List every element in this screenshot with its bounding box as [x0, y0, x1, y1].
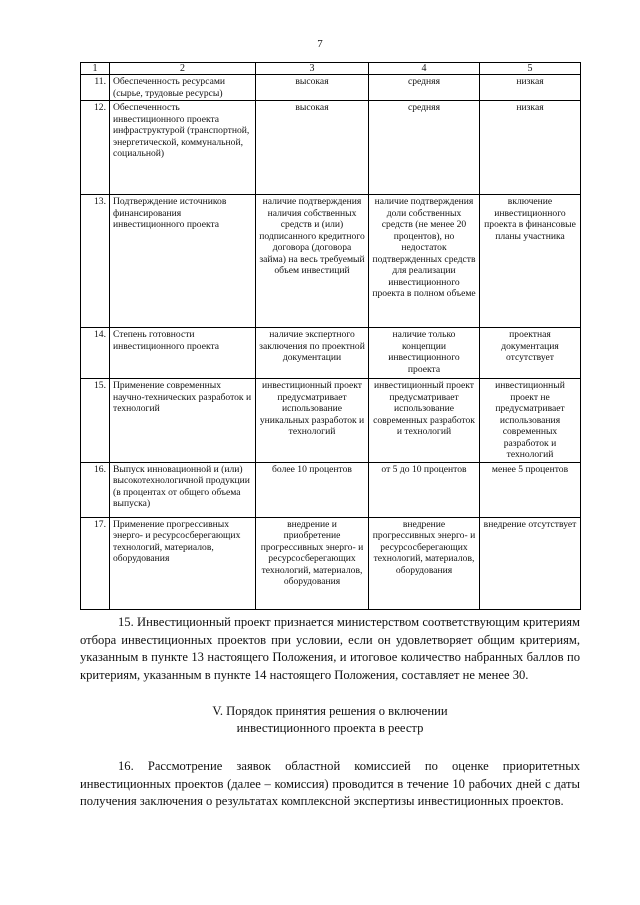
row-number: 17. — [81, 517, 110, 609]
header-cell: 4 — [369, 63, 480, 75]
header-cell: 3 — [256, 63, 369, 75]
high-value-cell: наличие подтверждения наличия собственных средств и (или) подписанного кредитного договора (договора займа) на весь требуемый объем инвестиций — [256, 195, 369, 328]
row-number: 15. — [81, 379, 110, 463]
table-row — [81, 462, 581, 517]
document-body — [80, 614, 580, 811]
low-value-cell: низкая — [480, 101, 581, 195]
table-row — [81, 195, 581, 328]
low-value-cell: низкая — [480, 75, 581, 101]
low-value-cell: инвестиционный проект не предусматривает использования современных разработок и технологий — [480, 379, 581, 463]
table-row — [81, 75, 581, 101]
header-cell: 1 — [81, 63, 110, 75]
high-value-cell: наличие экспертного заключения по проектной документации — [256, 328, 369, 379]
low-value-cell: внедрение отсутствует — [480, 517, 581, 609]
header-cell: 5 — [480, 63, 581, 75]
low-value-cell: менее 5 процентов — [480, 462, 581, 517]
row-number: 11. — [81, 75, 110, 101]
high-value-cell: внедрение и приобретение прогрессивных энерго- и ресурсосберегающих технологий, материалов, оборудования — [256, 517, 369, 609]
table-row — [81, 101, 581, 195]
table-header-row — [81, 63, 581, 75]
page-number: 7 — [317, 38, 323, 50]
header-cell: 2 — [110, 63, 256, 75]
table-row — [81, 328, 581, 379]
mid-value-cell: внедрение прогрессивных энерго- и ресурсосберегающих технологий, материалов, оборудования — [369, 517, 480, 609]
paragraph-16: 16. Рассмотрение заявок областной комиссией по оценке приоритетных инвестиционных проектов (далее – комиссия) проводится в течение 10 рабочих дней с даты получения заключения о результатах комплексной экспертизы инвестиционных проектов. — [80, 759, 580, 808]
mid-value-cell: наличие только концепции инвестиционного проекта — [369, 328, 480, 379]
criterion-cell: Степень готовности инвестиционного проекта — [110, 328, 256, 379]
section-heading-line-2: инвестиционного проекта в реестр — [236, 721, 424, 735]
table-row — [81, 517, 581, 609]
mid-value-cell: средняя — [369, 101, 480, 195]
row-number: 12. — [81, 101, 110, 195]
criterion-cell: Обеспеченность инвестиционного проекта инфраструктурой (транспортной, энергетической, коммунальной, социальной) — [110, 101, 256, 195]
high-value-cell: инвестиционный проект предусматривает использование уникальных разработок и технологий — [256, 379, 369, 463]
high-value-cell: высокая — [256, 101, 369, 195]
criterion-cell: Выпуск инновационной и (или) высокотехнологичной продукции (в процентах от общего объема выпуска) — [110, 462, 256, 517]
row-number: 16. — [81, 462, 110, 517]
row-number: 14. — [81, 328, 110, 379]
mid-value-cell: от 5 до 10 процентов — [369, 462, 480, 517]
criterion-cell: Применение прогрессивных энерго- и ресурсосберегающих технологий, материалов, оборудования — [110, 517, 256, 609]
mid-value-cell: инвестиционный проект предусматривает использование современных разработок и технологий — [369, 379, 480, 463]
low-value-cell: проектная документация отсутствует — [480, 328, 581, 379]
section-heading-line-1: V. Порядок принятия решения о включении — [212, 704, 448, 718]
criterion-cell: Подтверждение источников финансирования инвестиционного проекта — [110, 195, 256, 328]
criterion-cell: Обеспеченность ресурсами (сырье, трудовые ресурсы) — [110, 75, 256, 101]
paragraph-15: 15. Инвестиционный проект признается министерством соответствующим критериям отбора инвестиционных проектов при условии, если он удовлетворяет общим критериям, указанным в пункте 13 настоящего Положения, и итоговое количество набранных баллов по критериям, указанным в пункте 14 настоящего Положения, составляет не менее 30. — [80, 615, 580, 682]
high-value-cell: высокая — [256, 75, 369, 101]
high-value-cell: более 10 процентов — [256, 462, 369, 517]
table-row — [81, 379, 581, 463]
mid-value-cell: наличие подтверждения доли собственных средств (не менее 20 процентов), но недостаток подтвержденных средств для реализации инвестиционного проекта в полном объеме — [369, 195, 480, 328]
mid-value-cell: средняя — [369, 75, 480, 101]
low-value-cell: включение инвестиционного проекта в финансовые планы участника — [480, 195, 581, 328]
criteria-table — [80, 62, 581, 610]
section-heading — [80, 703, 580, 737]
criterion-cell: Применение современных научно-технических разработок и технологий — [110, 379, 256, 463]
row-number: 13. — [81, 195, 110, 328]
